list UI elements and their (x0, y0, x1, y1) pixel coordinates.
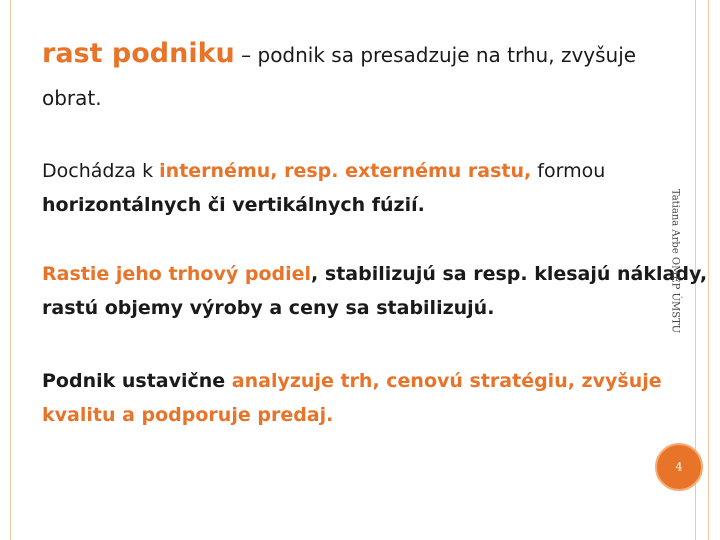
author-side-note (664, 186, 686, 336)
p1-highlight: internému, resp. externému rastu, (159, 160, 532, 182)
slide-title (42, 38, 636, 69)
p2-highlight: Rastie jeho trhový podiel (42, 263, 312, 285)
p3-highlight: analyzuje trh, cenovú stratégiu, zvyšuje (231, 370, 662, 392)
p2-text-b: , stabilizujú sa resp. klesajú náklady, (311, 263, 708, 285)
p3-text-a: Podnik ustavične (42, 370, 232, 392)
p1-text-c: formou (531, 160, 606, 182)
p1-text-a: Dochádza k (42, 160, 160, 182)
page-number: 4 (675, 460, 683, 474)
slide-border-left (10, 0, 11, 540)
paragraph-2-line-1 (42, 262, 707, 287)
title-rest: – podnik sa presadzuje na trhu, zvyšuje (234, 43, 637, 67)
page-number-badge (655, 443, 703, 491)
slide-border-right-outer (708, 0, 709, 540)
paragraph-3-line-2: kvalitu a podporuje predaj. (42, 404, 334, 426)
paragraph-3-line-1 (42, 369, 662, 394)
paragraph-1-line-1 (42, 159, 605, 184)
title-continuation: obrat. (42, 86, 102, 110)
author-side-note-text: Tatiana Arbe OMEP ÚMSTU (669, 188, 681, 334)
title-strong: rast podniku (42, 38, 235, 69)
paragraph-1-line-2: horizontálnych či vertikálnych fúzií. (42, 194, 425, 216)
paragraph-2-line-2: rastú objemy výroby a ceny sa stabilizujú. (42, 297, 495, 319)
